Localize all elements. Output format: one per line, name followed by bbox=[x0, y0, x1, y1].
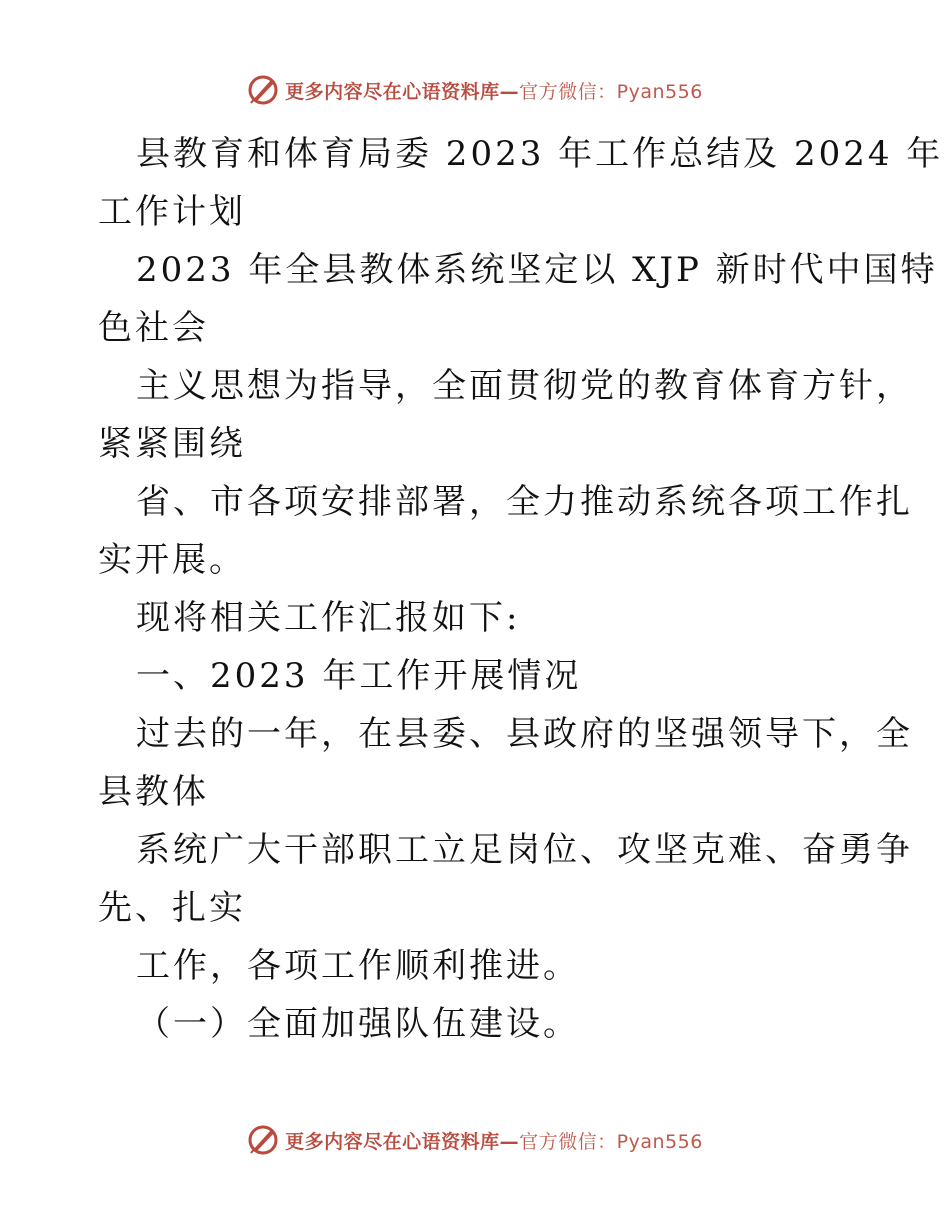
doc-line: 先、扎实 bbox=[98, 888, 246, 928]
doc-title-line-2: 工作计划 bbox=[98, 192, 246, 232]
doc-line: 实开展。 bbox=[98, 540, 246, 580]
document-body bbox=[98, 125, 944, 1053]
doc-line: 紧紧围绕 bbox=[98, 424, 246, 464]
subsection-heading: （一）全面加强队伍建设。 bbox=[136, 1004, 580, 1044]
header-banner bbox=[0, 72, 950, 108]
footer-banner-text bbox=[285, 1127, 703, 1154]
doc-line: 系统广大干部职工立足岗位、攻坚克难、奋勇争 bbox=[136, 830, 913, 870]
header-banner-wechat: 官方微信：Pyan556 bbox=[519, 80, 703, 103]
doc-title-line-1: 县教育和体育局委 2023 年工作总结及 2024 年 bbox=[136, 134, 944, 174]
doc-line: 过去的一年，在县委、县政府的坚强领导下，全 bbox=[136, 714, 913, 754]
doc-line: 2023 年全县教体系统坚定以 XJP 新时代中国特 bbox=[136, 250, 938, 290]
quill-logo-icon bbox=[247, 1124, 279, 1156]
doc-line: 工作，各项工作顺利推进。 bbox=[136, 946, 580, 986]
doc-line: 省、市各项安排部署，全力推动系统各项工作扎 bbox=[136, 482, 913, 522]
doc-line: 色社会 bbox=[98, 308, 209, 348]
quill-logo-icon bbox=[247, 74, 279, 106]
section-heading: 一、2023 年工作开展情况 bbox=[136, 656, 582, 696]
header-banner-title: 更多内容尽在心语资料库— bbox=[285, 80, 520, 103]
doc-line: 县教体 bbox=[98, 772, 209, 812]
doc-line: 主义思想为指导，全面贯彻党的教育体育方针， bbox=[136, 366, 913, 406]
footer-banner bbox=[0, 1122, 950, 1158]
footer-banner-title: 更多内容尽在心语资料库— bbox=[285, 1130, 520, 1153]
footer-banner-wechat: 官方微信：Pyan556 bbox=[519, 1130, 703, 1153]
doc-line: 现将相关工作汇报如下: bbox=[136, 598, 521, 638]
header-banner-text bbox=[285, 77, 703, 104]
